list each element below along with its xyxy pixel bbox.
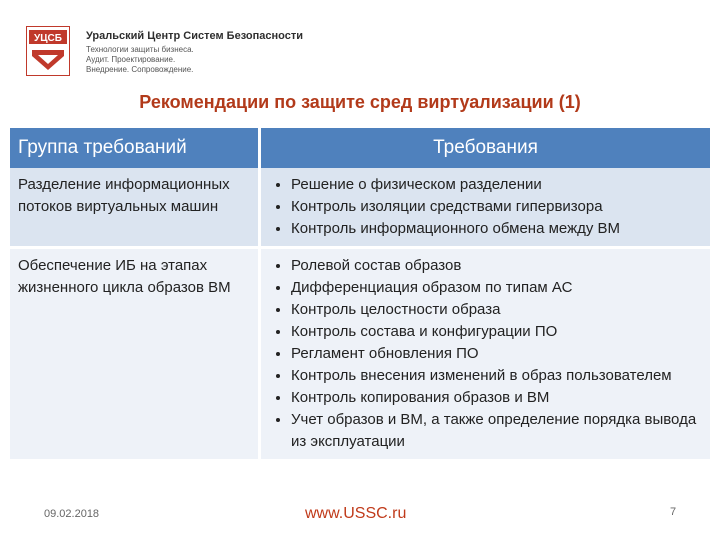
list-item: • Контроль целостности образа bbox=[291, 299, 702, 321]
requirements-cell bbox=[260, 248, 711, 460]
requirements-table bbox=[10, 128, 710, 459]
list-item: • Контроль внесения изменений в образ пользователем bbox=[291, 365, 702, 387]
footer-date: 09.02.2018 bbox=[44, 508, 100, 520]
page-number: 7 bbox=[670, 506, 677, 518]
list-item: • Учет образов и ВМ, а также определение порядка вывода из эксплуатации bbox=[291, 409, 702, 453]
org-block bbox=[86, 30, 386, 75]
list-item: • Дифференциация образом по типам АС bbox=[291, 277, 702, 299]
list-item: • Решение о физическом разделении bbox=[291, 174, 702, 196]
group-cell: Разделение информационных потоков виртуальных машин bbox=[10, 168, 260, 248]
org-line: Аудит. Проектирование. bbox=[86, 55, 176, 64]
list-item: • Контроль состава и конфигурации ПО bbox=[291, 321, 702, 343]
header-group: Группа требований bbox=[10, 128, 260, 168]
footer-url-link[interactable]: www.USSC.ru bbox=[305, 505, 407, 522]
header-requirements: Требования bbox=[260, 128, 711, 168]
requirements-list bbox=[269, 255, 702, 453]
group-cell: Обеспечение ИБ на этапах жизненного цикла образов ВМ bbox=[10, 248, 260, 460]
list-item: • Контроль копирования образов и ВМ bbox=[291, 387, 702, 409]
org-line: Технологии защиты бизнеса. bbox=[86, 45, 194, 54]
org-name: Уральский Центр Систем Безопасности bbox=[86, 30, 303, 42]
logo bbox=[26, 26, 70, 76]
list-item: • Ролевой состав образов bbox=[291, 255, 702, 277]
logo-text: УЦСБ bbox=[34, 33, 62, 44]
list-item: • Регламент обновления ПО bbox=[291, 343, 702, 365]
org-line: Внедрение. Сопровождение. bbox=[86, 65, 194, 74]
requirements-list bbox=[269, 174, 702, 240]
requirements-cell bbox=[260, 168, 711, 248]
table-row bbox=[10, 168, 710, 248]
table-row bbox=[10, 248, 710, 460]
slide-title: Рекомендации по защите сред виртуализации (1) bbox=[139, 92, 581, 112]
list-item: • Контроль изоляции средствами гипервизора bbox=[291, 196, 702, 218]
list-item: • Контроль информационного обмена между ВМ bbox=[291, 218, 702, 240]
